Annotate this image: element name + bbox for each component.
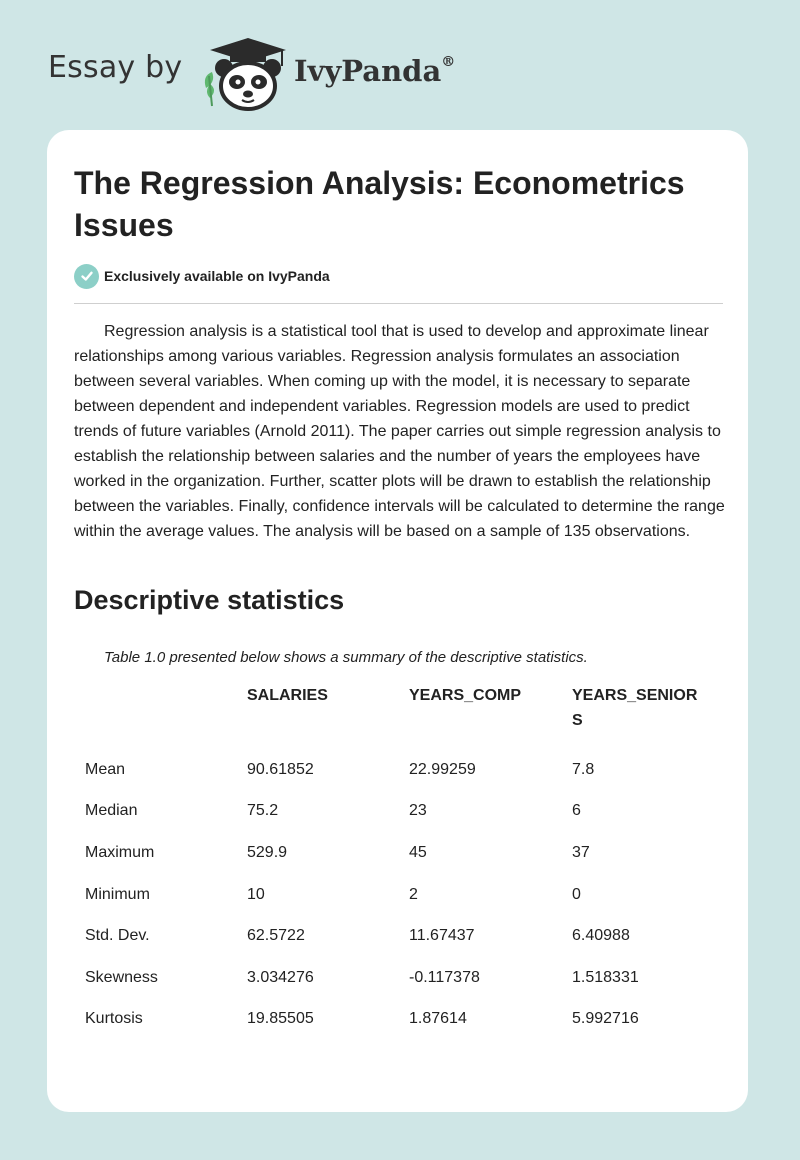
- table-cell: 10: [247, 885, 265, 903]
- table-cell: 6.40988: [572, 927, 630, 945]
- table-cell: 2: [409, 885, 418, 903]
- table-cell: 5.992716: [572, 1010, 639, 1028]
- table-header-cell: [561, 683, 720, 749]
- table-row: [74, 832, 720, 874]
- table-row: [74, 957, 720, 999]
- row-label: Std. Dev.: [85, 927, 150, 945]
- row-label: Skewness: [85, 968, 158, 986]
- table-cell: 22.99259: [409, 760, 476, 778]
- check-icon: [74, 264, 99, 289]
- site-header: [48, 36, 748, 116]
- essay-by-label: Essay by: [48, 50, 183, 85]
- exclusive-badge: [74, 262, 330, 290]
- header-part: YEARS_SENIOR: [572, 687, 698, 704]
- row-label: Median: [85, 802, 138, 820]
- registered-mark: ®: [441, 54, 456, 71]
- section-heading: Descriptive statistics: [74, 585, 345, 615]
- table-caption: Table 1.0 presented below shows a summary of the descriptive statistics.: [104, 649, 588, 666]
- table-cell: 7.8: [572, 760, 595, 778]
- row-label: Kurtosis: [85, 1010, 143, 1028]
- table-cell: 62.5722: [247, 927, 305, 945]
- exclusive-badge-label: Exclusively available on IvyPanda: [104, 268, 330, 284]
- table-cell: 1.518331: [572, 968, 639, 986]
- row-label: Mean: [85, 760, 126, 778]
- table-cell: 37: [572, 843, 590, 861]
- table-header-cell: SALARIES: [247, 687, 328, 704]
- table-row: [74, 791, 720, 833]
- article-card: [47, 130, 748, 1112]
- table-header-cell: YEARS_COMP: [409, 687, 522, 704]
- table-cell: 45: [409, 843, 427, 861]
- table-cell: -0.117378: [409, 968, 480, 986]
- table-cell: 11.67437: [409, 927, 475, 945]
- table-row: [74, 874, 720, 916]
- table-cell: 1.87614: [409, 1010, 467, 1028]
- descriptive-statistics-table: [74, 683, 720, 1040]
- row-label: Maximum: [85, 843, 155, 861]
- header-part: S: [572, 712, 583, 729]
- table-cell: 3.034276: [247, 968, 314, 986]
- table-cell: 23: [409, 802, 427, 820]
- brand-name[interactable]: [294, 54, 455, 88]
- article-title: The Regression Analysis: Econometrics Issues: [74, 165, 685, 243]
- table-header-row: [74, 683, 720, 749]
- table-cell: 75.2: [247, 802, 279, 820]
- table-row: [74, 999, 720, 1041]
- table-row: [74, 749, 720, 791]
- table-cell: 19.85505: [247, 1010, 314, 1028]
- brand-name-text: IvyPanda: [294, 54, 442, 88]
- panda-logo-icon[interactable]: [200, 36, 290, 112]
- intro-paragraph: Regression analysis is a statistical tool that is used to develop and approximate linear relationships among various variables. Regression analysis formulates an association between several variables. When coming up with the model, it is necessary to separate between dependent and independent variables. Regression models are used to predict trends of future variables (Arnold 2011). The paper carries out simple regression analysis to establish the relationship between salaries and the number of years the employees have worked in the organization. Further, scatter plots will be drawn to establish the relationship between the variables. Finally, confidence intervals will be calculated to determine the range within the average values. The analysis will be based on a sample of 135 observations.: [74, 323, 725, 540]
- table-row: [74, 915, 720, 957]
- row-label: Minimum: [85, 885, 150, 903]
- table-cell: 6: [572, 802, 581, 820]
- table-cell: 0: [572, 885, 581, 903]
- divider: [74, 303, 723, 304]
- table-cell: 529.9: [247, 843, 288, 861]
- table-cell: 90.61852: [247, 760, 314, 778]
- table-header-cell: [74, 683, 236, 749]
